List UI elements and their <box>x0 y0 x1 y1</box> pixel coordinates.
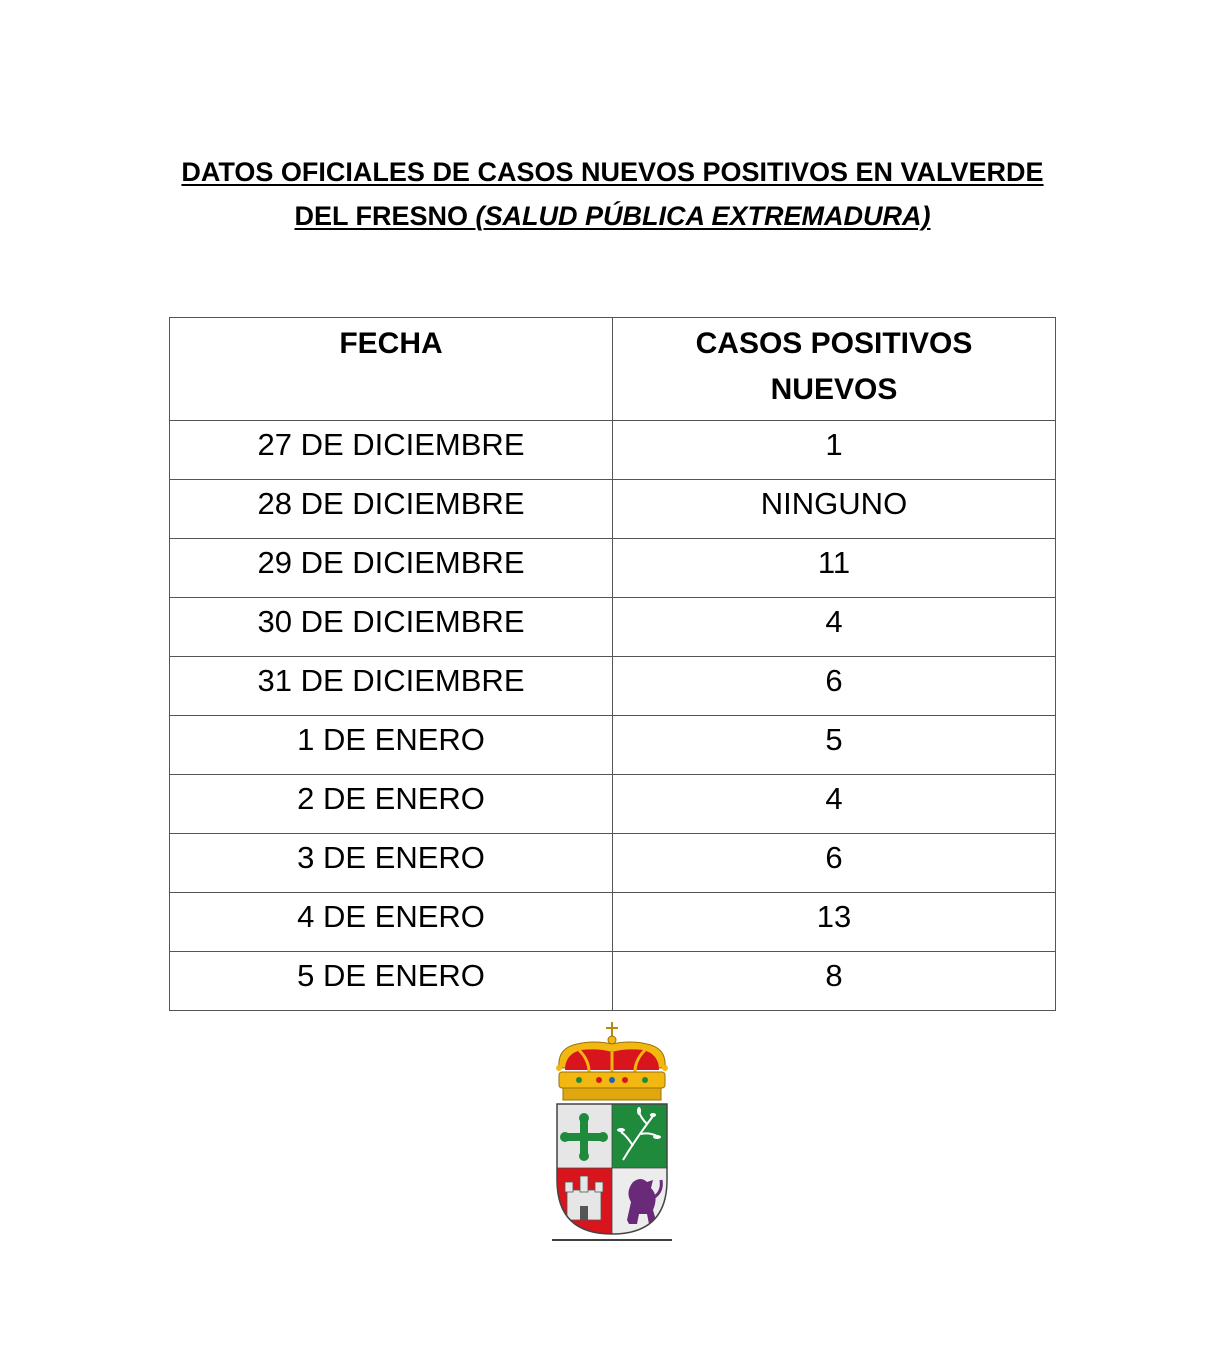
table-header-row <box>170 318 1056 421</box>
cell-casos: 11 <box>613 539 1056 598</box>
header-fecha: FECHA <box>170 318 613 421</box>
cell-casos: 13 <box>613 893 1056 952</box>
table-row <box>170 657 1056 716</box>
table-row <box>170 893 1056 952</box>
header-casos-label: CASOS POSITIVOS NUEVOS <box>695 327 973 406</box>
cell-casos: 4 <box>613 775 1056 834</box>
cell-casos: 1 <box>613 421 1056 480</box>
cell-fecha: 31 DE DICIEMBRE <box>170 657 613 716</box>
cases-table <box>169 317 1056 1011</box>
table-row <box>170 716 1056 775</box>
document-title <box>150 150 1075 238</box>
table-row <box>170 421 1056 480</box>
cell-casos: 8 <box>613 952 1056 1011</box>
cell-fecha: 27 DE DICIEMBRE <box>170 421 613 480</box>
cell-fecha: 2 DE ENERO <box>170 775 613 834</box>
cell-fecha: 29 DE DICIEMBRE <box>170 539 613 598</box>
cell-fecha: 4 DE ENERO <box>170 893 613 952</box>
title-line-2-italic: (SALUD PÚBLICA EXTREMADURA) <box>475 201 931 231</box>
cell-fecha: 28 DE DICIEMBRE <box>170 480 613 539</box>
title-line-2-plain: DEL FRESNO <box>294 201 476 231</box>
table-row <box>170 480 1056 539</box>
table-row <box>170 952 1056 1011</box>
table-row <box>170 539 1056 598</box>
table-row <box>170 598 1056 657</box>
shield-icon <box>557 1104 667 1238</box>
cell-fecha: 3 DE ENERO <box>170 834 613 893</box>
table-row <box>170 834 1056 893</box>
coat-of-arms-icon <box>549 1020 675 1244</box>
cell-fecha: 30 DE DICIEMBRE <box>170 598 613 657</box>
table-row <box>170 775 1056 834</box>
cell-fecha: 5 DE ENERO <box>170 952 613 1011</box>
crown-icon <box>556 1022 668 1100</box>
cell-casos: 4 <box>613 598 1056 657</box>
header-casos <box>613 318 1056 421</box>
cell-casos: 6 <box>613 834 1056 893</box>
cell-casos: NINGUNO <box>613 480 1056 539</box>
title-line-1: DATOS OFICIALES DE CASOS NUEVOS POSITIVOS EN VALVERDE <box>181 157 1044 187</box>
title-line-2 <box>294 201 930 231</box>
cell-casos: 6 <box>613 657 1056 716</box>
cell-casos: 5 <box>613 716 1056 775</box>
cell-fecha: 1 DE ENERO <box>170 716 613 775</box>
